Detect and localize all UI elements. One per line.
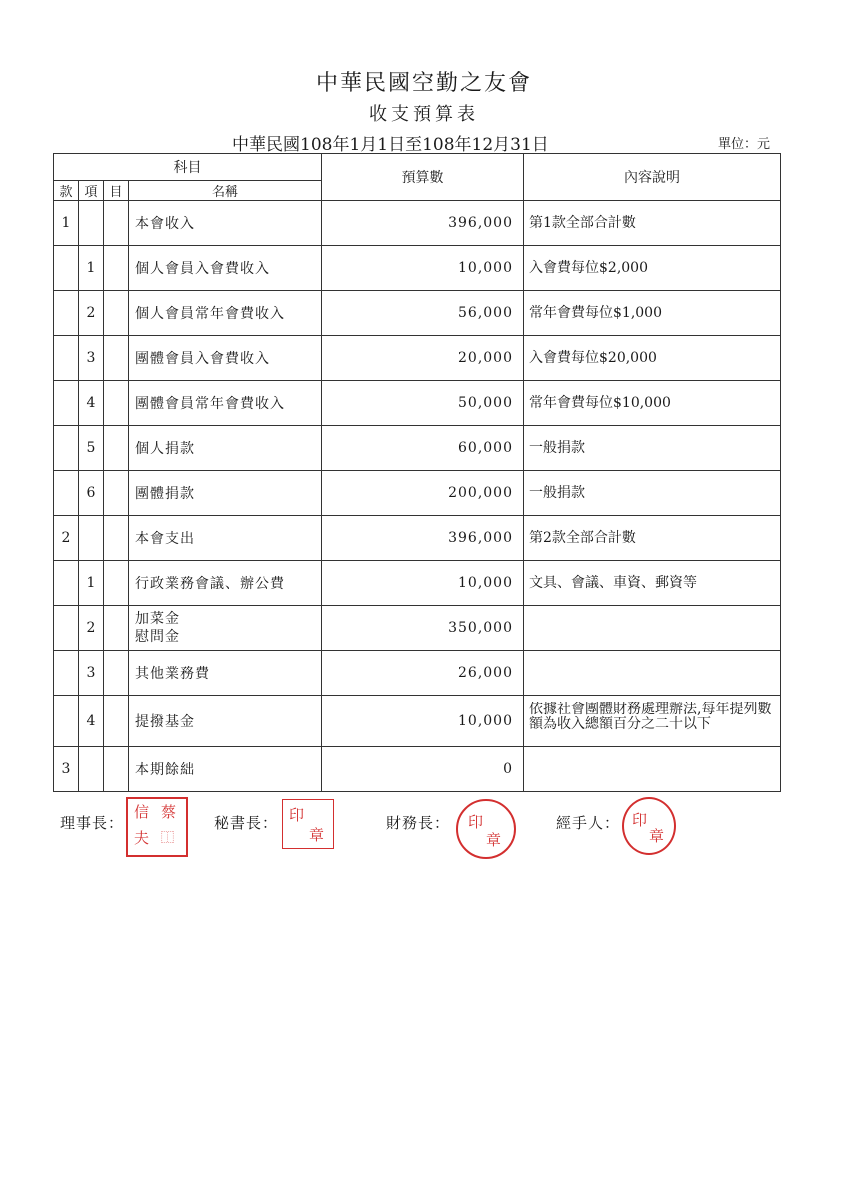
description-cell: 第2款全部合計數 <box>524 516 781 561</box>
budget-table <box>53 153 781 792</box>
signature-row <box>0 795 848 865</box>
description-cell: 第1款全部合計數 <box>524 201 781 246</box>
table-row <box>54 291 781 336</box>
table-row <box>54 381 781 426</box>
name-header: 名稱 <box>129 181 322 201</box>
name-cell: 本會收入 <box>129 201 322 246</box>
xiang-cell <box>79 516 104 561</box>
mu-cell <box>104 471 129 516</box>
amount-cell: 60,000 <box>322 426 524 471</box>
amount-cell: 20,000 <box>322 336 524 381</box>
amount-cell: 50,000 <box>322 381 524 426</box>
chairman-label: 理事長： <box>60 814 125 832</box>
table-row <box>54 651 781 696</box>
name-cell: 團體捐款 <box>129 471 322 516</box>
amount-cell: 350,000 <box>322 606 524 651</box>
name-cell: 個人會員入會費收入 <box>129 246 322 291</box>
name-cell: 本會支出 <box>129 516 322 561</box>
mu-cell <box>104 201 129 246</box>
description-cell <box>524 606 781 651</box>
unit-label: 單位：元 <box>717 137 770 152</box>
amount-cell: 396,000 <box>322 516 524 561</box>
name-line: 慰問金 <box>135 629 180 645</box>
xiang-cell: 2 <box>79 606 104 651</box>
kuan-cell <box>54 246 79 291</box>
amount-cell: 10,000 <box>322 561 524 606</box>
mu-cell <box>104 696 129 747</box>
description-cell <box>524 747 781 792</box>
mu-cell <box>104 291 129 336</box>
name-cell: 團體會員常年會費收入 <box>129 381 322 426</box>
mu-cell <box>104 606 129 651</box>
amount-cell: 26,000 <box>322 651 524 696</box>
mu-cell <box>104 516 129 561</box>
handler-label: 經手人： <box>556 814 621 832</box>
table-row <box>54 471 781 516</box>
organization-title: 中華民國空勤之友會 <box>315 71 532 96</box>
amount-cell: 10,000 <box>322 696 524 747</box>
table-row <box>54 747 781 792</box>
mu-cell <box>104 561 129 606</box>
description-cell: 入會費每位$2,000 <box>524 246 781 291</box>
kuan-cell <box>54 426 79 471</box>
name-cell: 提撥基金 <box>129 696 322 747</box>
description-cell: 常年會費每位$1,000 <box>524 291 781 336</box>
xiang-cell: 3 <box>79 651 104 696</box>
amount-header: 預算數 <box>322 154 524 201</box>
description-text: 依據社會團體財務處理辦法,每年提列數額為收入總額百分之二十以下 <box>529 702 772 732</box>
xiang-cell: 6 <box>79 471 104 516</box>
name-cell: 行政業務會議、辦公費 <box>129 561 322 606</box>
table-row <box>54 606 781 651</box>
kuan-cell <box>54 696 79 747</box>
name-line: 加菜金 <box>135 611 180 627</box>
name-cell: 其他業務費 <box>129 651 322 696</box>
amount-cell: 396,000 <box>322 201 524 246</box>
xiang-cell: 1 <box>79 246 104 291</box>
xiang-cell: 5 <box>79 426 104 471</box>
amount-cell: 56,000 <box>322 291 524 336</box>
kuan-cell <box>54 651 79 696</box>
document-title: 收支預算表 <box>369 104 479 125</box>
mu-header: 目 <box>104 181 129 201</box>
finance-label: 財務長： <box>386 814 451 832</box>
finance-seal-icon: 印 章 <box>456 799 516 859</box>
kuan-cell <box>54 561 79 606</box>
table-row <box>54 426 781 471</box>
kuan-cell <box>54 381 79 426</box>
kuan-cell <box>54 471 79 516</box>
mu-cell <box>104 426 129 471</box>
kuan-cell <box>54 291 79 336</box>
table-row <box>54 561 781 606</box>
xiang-header: 項 <box>79 181 104 201</box>
amount-cell: 200,000 <box>322 471 524 516</box>
mu-cell <box>104 651 129 696</box>
table-row <box>54 696 781 747</box>
name-cell: 團體會員入會費收入 <box>129 336 322 381</box>
xiang-cell: 2 <box>79 291 104 336</box>
name-cell <box>129 606 322 651</box>
secretary-label: 秘書長： <box>214 814 279 832</box>
kuan-cell <box>54 336 79 381</box>
description-cell <box>524 696 781 747</box>
name-cell: 個人捐款 <box>129 426 322 471</box>
mu-cell <box>104 336 129 381</box>
xiang-cell: 3 <box>79 336 104 381</box>
description-cell: 入會費每位$20,000 <box>524 336 781 381</box>
table-row <box>54 336 781 381</box>
table-row <box>54 201 781 246</box>
description-cell: 文具、會議、車資、郵資等 <box>524 561 781 606</box>
kuan-cell: 1 <box>54 201 79 246</box>
chairman-seal-icon: 蔡 信 夫 ⿰ <box>126 797 188 857</box>
xiang-cell: 4 <box>79 696 104 747</box>
handler-seal-icon: 印 章 <box>622 797 676 855</box>
secretary-seal-icon: 印 章 <box>282 799 334 849</box>
xiang-cell <box>79 747 104 792</box>
xiang-cell: 1 <box>79 561 104 606</box>
description-cell <box>524 651 781 696</box>
period-text: 中華民國108年1月1日至108年12月31日 <box>232 135 549 155</box>
description-cell: 一般捐款 <box>524 471 781 516</box>
mu-cell <box>104 747 129 792</box>
mu-cell <box>104 246 129 291</box>
description-cell: 一般捐款 <box>524 426 781 471</box>
description-header: 內容說明 <box>524 154 781 201</box>
table-row <box>54 516 781 561</box>
kuan-cell: 3 <box>54 747 79 792</box>
name-cell: 本期餘絀 <box>129 747 322 792</box>
mu-cell <box>104 381 129 426</box>
xiang-cell <box>79 201 104 246</box>
description-cell: 常年會費每位$10,000 <box>524 381 781 426</box>
kuan-cell: 2 <box>54 516 79 561</box>
kuan-cell <box>54 606 79 651</box>
subject-header: 科目 <box>54 154 322 181</box>
table-row <box>54 246 781 291</box>
name-cell: 個人會員常年會費收入 <box>129 291 322 336</box>
amount-cell: 0 <box>322 747 524 792</box>
amount-cell: 10,000 <box>322 246 524 291</box>
xiang-cell: 4 <box>79 381 104 426</box>
kuan-header: 款 <box>54 181 79 201</box>
